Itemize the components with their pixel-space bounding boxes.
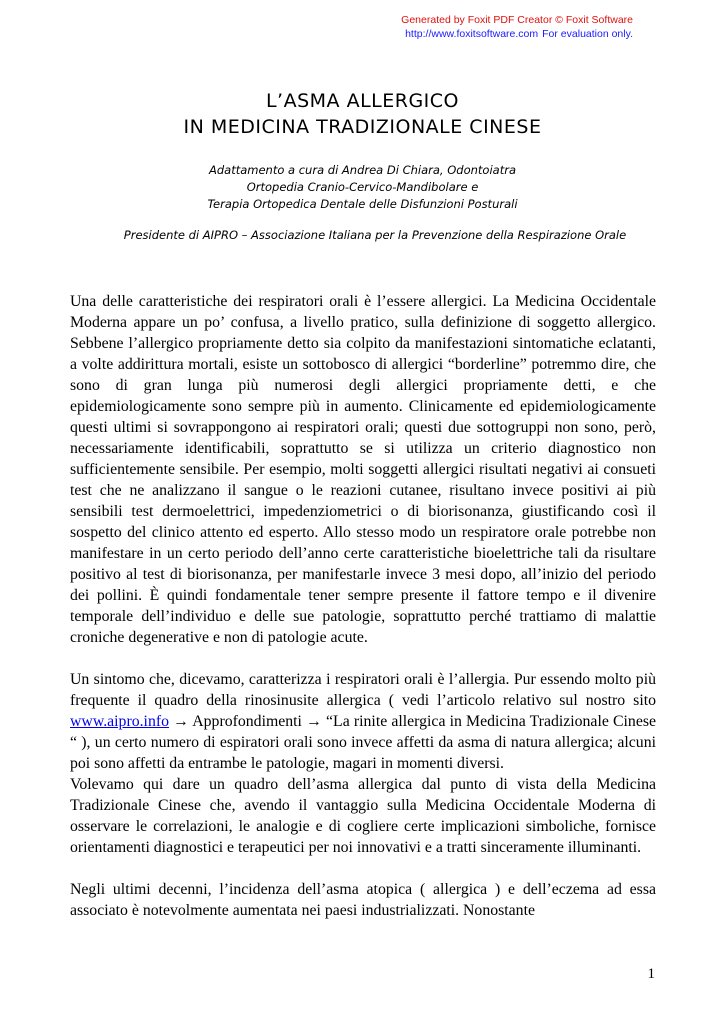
president-credit: Presidente di AIPRO – Associazione Italiana per la Prevenzione della Respirazione Orale xyxy=(123,228,627,242)
paragraph-2-text-a: Un sintomo che, dicevamo, caratterizza i respiratori orali è l’allergia. Pur essendo molto più frequente il quadro della rinosinusite allergica ( vedi l’articolo relativo sul nostro sito xyxy=(70,671,656,709)
paragraph-3: Volevamo qui dare un quadro dell’asma allergica dal punto di vista della Medicina Tradizionale Cinese che, avendo il vantaggio sulla Medicina Occidentale Moderna di osservare le correlazioni, le analogie e di cogliere certe implicazioni simboliche, fornisce orientamenti diagnostici e terapeutici per noi innovativi e a tratti sinceramente illuminanti. xyxy=(70,776,656,856)
watermark-eval: For evaluation only. xyxy=(542,28,633,40)
paragraph-2-text-b: → Approfondimenti → “La rinite allergica in Medicina Tradizionale Cinese “ ), un certo numero di espiratori orali sono invece affetti da asma di natura allergica; alcuni poi sono affetti da entrambe le patologie, magari in momenti diversi. xyxy=(70,713,656,772)
paragraph-2 xyxy=(70,669,656,774)
author-credits xyxy=(0,162,725,213)
watermark-line: Generated by Foxit PDF Creator © Foxit Software xyxy=(401,14,633,26)
document-body xyxy=(70,291,656,921)
title-line-2: IN MEDICINA TRADIZIONALE CINESE xyxy=(183,116,542,138)
paragraph-4: Negli ultimi decenni, l’incidenza dell’asma atopica ( allergica ) e dell’eczema ad essa associato è notevolmente aumentata nei paesi industrializzati. Nonostante xyxy=(70,881,656,919)
foxit-watermark xyxy=(401,13,633,41)
aipro-link[interactable]: www.aipro.info xyxy=(70,713,170,730)
page-number: 1 xyxy=(647,966,655,982)
credit-line-3: Terapia Ortopedica Dentale delle Disfunzioni Posturali xyxy=(207,197,518,211)
watermark-url-line xyxy=(401,27,633,41)
document-title xyxy=(0,88,725,140)
credit-line-1: Adattamento a cura di Andrea Di Chiara, Odontoiatra xyxy=(208,163,516,177)
credit-line-2: Ortopedia Cranio-Cervico-Mandibolare e xyxy=(246,180,479,194)
title-line-1: L’ASMA ALLERGICO xyxy=(265,90,460,112)
watermark-url[interactable]: http://www.foxitsoftware.com xyxy=(405,28,539,40)
paragraph-1: Una delle caratteristiche dei respiratori orali è l’essere allergici. La Medicina Occidentale Moderna appare un po’ confusa, a livello pratico, sulla definizione di soggetto allergico. Sebbene l’allergico propriamente detto sia colpito da manifestazioni sintomatiche eclatanti, a volte addirittura mortali, esiste un sottobosco di allergici “borderline” potremmo dire, che sono di gran lunga più numerosi degli allergici propriamente detti, e che epidemiologicamente sono sempre più in aumento. Clinicamente ed epidemiologicamente questi ultimi si sovrappongono ai respiratori orali; questi due sottogruppi non sono, però, necessariamente identificabili, soprattutto se si utilizza un criterio diagnostico non sufficientemente sensibile. Per esempio, molti soggetti allergici risultati negativi ai consueti test che ne analizzano il sangue o le reazioni cutanee, risultano invece positivi ai più sensibili test dermoelettrici, impedenziometrici o di biorisonanza, giustificando così il sospetto del clinico attento ed esperto. Allo stesso modo un respiratore orale potrebbe non manifestare in un certo periodo dell’anno certe caratteristiche bioelettriche tali da risultare positivo al test di biorisonanza, per manifestarle invece 3 mesi dopo, all’inizio del periodo dei pollini. È quindi fondamentale tener sempre presente il fattore tempo e il divenire temporale dell’individuo e delle sue patologie, soprattutto perché trattiamo di malattie croniche degenerative e non di patologie acute. xyxy=(70,293,656,646)
